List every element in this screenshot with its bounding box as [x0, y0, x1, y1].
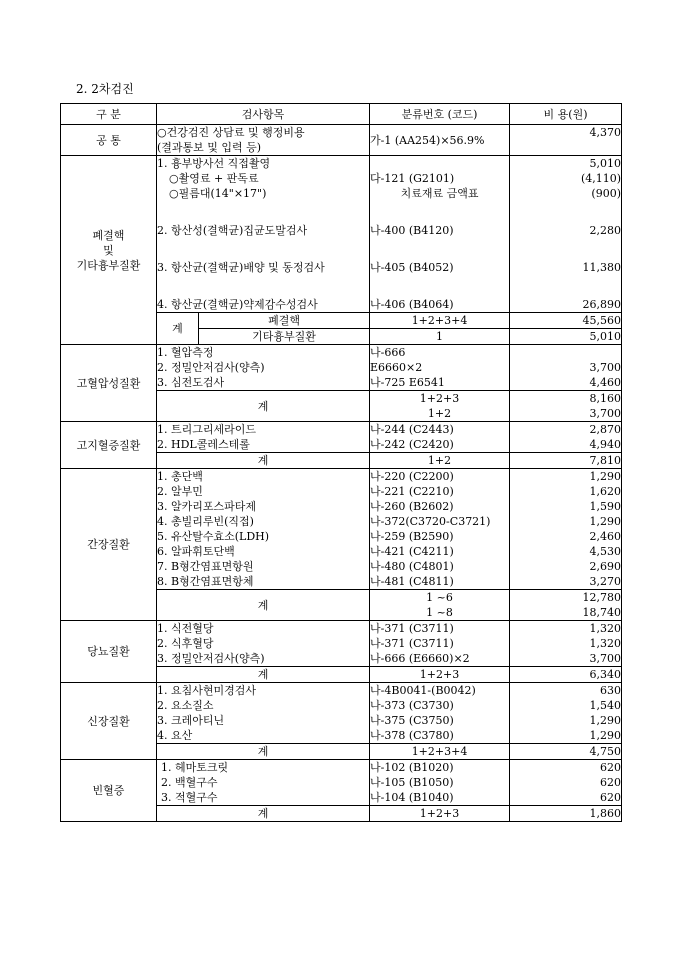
table-row-common [61, 125, 622, 156]
tb-total-label: 기타흉부질환 [199, 329, 370, 345]
common-items [157, 125, 370, 156]
list-item: 5. 유산탈수효소(LDH) [157, 530, 270, 543]
list-item: 7. B형간염표면항원 [157, 560, 254, 573]
code-cell: 나-259 (B2590) [370, 530, 454, 543]
liver-total-formulas [370, 590, 510, 621]
cost-cell: 2,690 [589, 560, 622, 573]
list-item: 2. 항산성(결핵균)집균도말검사 [157, 224, 308, 237]
formula-cell: 1+2+3 [419, 392, 460, 405]
cost-cell: 4,940 [589, 438, 622, 451]
total-label: 계 [157, 806, 370, 822]
list-item: 3. 적혈구수 [161, 791, 218, 804]
cost-cell: 4,460 [589, 376, 622, 389]
list-item: 1. 트리그리세라이드 [157, 423, 256, 436]
lipid-items [157, 422, 370, 453]
tb-items [157, 156, 370, 313]
list-item: 1. 요침사현미경검사 [157, 684, 256, 697]
cost-cell: 3,700 [589, 407, 622, 420]
bp-codes [370, 345, 510, 391]
code-cell: 나-104 (B1040) [370, 791, 454, 804]
cost-cell: 5,010 [589, 157, 622, 170]
code-cell: 나-406 (B4064) [370, 298, 454, 311]
cost-cell: 12,780 [582, 591, 622, 604]
tb-total-formula: 1 [370, 329, 510, 345]
formula-cell: 1 ~8 [426, 606, 453, 619]
cost-cell: 2,460 [589, 530, 622, 543]
list-item: 1. 총단백 [157, 470, 203, 483]
kidney-total-cost: 4,750 [510, 744, 622, 760]
lipid-total-formula: 1+2 [370, 453, 510, 469]
header-cost: 비 용(원) [510, 104, 622, 125]
code-cell: 나-102 (B1020) [370, 761, 454, 774]
cost-cell: 1,540 [589, 699, 622, 712]
liver-costs [510, 469, 622, 590]
code-cell: 나-400 (B4120) [370, 224, 454, 237]
cost-cell: 11,380 [582, 261, 622, 274]
header-code: 분류번호 (코드) [370, 104, 510, 125]
cost-cell: 26,890 [582, 298, 622, 311]
common-cost: 4,370 [510, 125, 622, 156]
code-cell: 나-375 (C3750) [370, 714, 454, 727]
table-row-lipid [61, 422, 622, 453]
code-cell: 나-373 (C3730) [370, 699, 454, 712]
diabetes-total-cost: 6,340 [510, 667, 622, 683]
list-item: 2. 알부민 [157, 485, 203, 498]
lipid-total-cost: 7,810 [510, 453, 622, 469]
cost-cell: 4,530 [589, 545, 622, 558]
lipid-codes [370, 422, 510, 453]
list-item: 1. 혈압측정 [157, 346, 214, 359]
list-item: ○건강검진 상담료 및 행정비용 [157, 126, 305, 139]
cost-cell: 3,700 [589, 652, 622, 665]
list-item: 4. 총빌리루빈(직접) [157, 515, 254, 528]
cost-cell: 1,290 [589, 470, 622, 483]
cost-cell: (900) [591, 187, 622, 200]
list-item: 1. 헤마토크릿 [161, 761, 229, 774]
code-cell: 나-480 (C4801) [370, 560, 454, 573]
table-row-diabetes [61, 621, 622, 667]
code-cell: 나-4B0041-(B0042) [370, 684, 476, 697]
anemia-costs [510, 760, 622, 806]
category-diabetes: 당뇨질환 [61, 621, 157, 683]
category-tb-line: 및 [103, 243, 114, 257]
kidney-items [157, 683, 370, 744]
cost-cell [510, 345, 621, 360]
liver-codes [370, 469, 510, 590]
code-cell: 나-371 (C3711) [370, 622, 454, 635]
kidney-costs [510, 683, 622, 744]
table-header-row [61, 104, 622, 125]
total-label: 계 [157, 313, 199, 345]
bp-items [157, 345, 370, 391]
category-lipid: 고지혈증질환 [61, 422, 157, 469]
diabetes-items [157, 621, 370, 667]
lipid-costs [510, 422, 622, 453]
category-bp: 고혈압성질환 [61, 345, 157, 422]
category-liver: 간장질환 [61, 469, 157, 621]
list-item: 2. 식후혈당 [157, 637, 214, 650]
kidney-codes [370, 683, 510, 744]
list-item: 4. 요산 [157, 729, 193, 742]
bp-total-costs [510, 391, 622, 422]
cost-cell: 630 [600, 684, 622, 697]
tb-total-formula: 1+2+3+4 [370, 313, 510, 329]
cost-cell: 620 [600, 776, 622, 789]
list-item: 2. HDL콜레스테롤 [157, 438, 250, 451]
checkup-cost-table [60, 103, 622, 822]
table-row-kidney [61, 683, 622, 744]
list-item: 1. 식전혈당 [157, 622, 214, 635]
category-anemia: 빈혈증 [61, 760, 157, 822]
code-cell: E6660×2 [370, 361, 423, 374]
tb-codes [370, 156, 510, 313]
list-item: 6. 알파휘토단백 [157, 545, 235, 558]
cost-cell: 1,290 [589, 714, 622, 727]
cost-cell: 620 [600, 791, 622, 804]
list-item: 2. 정밀안저검사(양측) [157, 361, 265, 374]
code-cell: 치료재료 금액표 [400, 187, 479, 200]
list-item: 2. 요소질소 [157, 699, 214, 712]
tb-total-cost: 5,010 [510, 329, 622, 345]
list-item: 4. 항산균(결핵균)약제감수성검사 [157, 298, 318, 311]
category-tb-line: 기타흉부질환 [76, 258, 141, 272]
cost-cell: 1,320 [589, 622, 622, 635]
anemia-codes [370, 760, 510, 806]
tb-total-cost: 45,560 [510, 313, 622, 329]
code-cell: 나-405 (B4052) [370, 261, 454, 274]
category-tb [61, 156, 157, 345]
anemia-total-cost: 1,860 [510, 806, 622, 822]
bp-costs [510, 345, 622, 391]
code-cell: 다-121 (G2101) [370, 172, 455, 185]
category-tb-line: 폐결핵 [92, 228, 125, 242]
liver-total-costs [510, 590, 622, 621]
cost-cell: 2,280 [589, 224, 622, 237]
diabetes-codes [370, 621, 510, 667]
category-kidney: 신장질환 [61, 683, 157, 760]
diabetes-costs [510, 621, 622, 667]
code-cell: 나-220 (C2200) [370, 470, 454, 483]
bp-total-formulas [370, 391, 510, 422]
list-item: 1. 흉부방사선 직접촬영 [157, 157, 271, 170]
cost-cell: 18,740 [582, 606, 622, 619]
list-item: (결과통보 및 입력 등) [157, 141, 262, 154]
list-item: 8. B형간염표면항체 [157, 575, 254, 588]
code-cell: 나-105 (B1050) [370, 776, 454, 789]
cost-cell: 620 [600, 761, 622, 774]
table-row-tb [61, 156, 622, 313]
code-cell: 나-666 (E6660)×2 [370, 652, 470, 665]
total-label: 계 [157, 744, 370, 760]
list-item: 3. 심전도검사 [157, 376, 225, 389]
code-cell [370, 156, 509, 171]
code-cell: 나-725 E6541 [370, 376, 445, 389]
list-item: 2. 백혈구수 [161, 776, 218, 789]
formula-cell: 1 ~6 [426, 591, 453, 604]
diabetes-total-formula: 1+2+3 [370, 667, 510, 683]
list-item: ○촬영료 + 판독료 [169, 172, 259, 185]
anemia-total-formula: 1+2+3 [370, 806, 510, 822]
code-cell: 나-244 (C2443) [370, 423, 454, 436]
kidney-total-formula: 1+2+3+4 [370, 744, 510, 760]
cost-cell: 1,590 [589, 500, 622, 513]
total-label: 계 [157, 667, 370, 683]
liver-items [157, 469, 370, 590]
tb-costs [510, 156, 622, 313]
common-code: 가-1 (AA254)×56.9% [370, 125, 510, 156]
total-label: 계 [157, 391, 370, 422]
cost-cell: (4,110) [580, 172, 622, 185]
category-common: 공 통 [61, 125, 157, 156]
header-test-items: 검사항목 [157, 104, 370, 125]
formula-cell: 1+2 [427, 407, 452, 420]
cost-cell: 3,270 [589, 575, 622, 588]
list-item: 3. 알카리포스파타제 [157, 500, 256, 513]
code-cell: 나-666 [370, 346, 406, 359]
tb-total-label: 폐결핵 [199, 313, 370, 329]
code-cell: 나-221 (C2210) [370, 485, 454, 498]
total-label: 계 [157, 453, 370, 469]
cost-cell: 1,620 [589, 485, 622, 498]
cost-cell: 1,320 [589, 637, 622, 650]
cost-cell: 8,160 [589, 392, 622, 405]
list-item: 3. 정밀안저검사(양측) [157, 652, 265, 665]
cost-cell: 3,700 [589, 361, 622, 374]
code-cell: 나-372(C3720-C3721) [370, 515, 491, 528]
code-cell: 나-481 (C4811) [370, 575, 454, 588]
list-item: ○필름대(14"×17") [169, 187, 267, 200]
table-row-anemia [61, 760, 622, 806]
table-row-liver [61, 469, 622, 590]
code-cell: 나-371 (C3711) [370, 637, 454, 650]
list-item: 3. 항산균(결핵균)배양 및 동정검사 [157, 261, 325, 274]
code-cell: 나-378 (C3780) [370, 729, 454, 742]
cost-cell: 1,290 [589, 729, 622, 742]
list-item: 3. 크레아티닌 [157, 714, 225, 727]
table-row-bp [61, 345, 622, 391]
cost-cell: 1,290 [589, 515, 622, 528]
cost-cell: 2,870 [589, 423, 622, 436]
code-cell: 나-242 (C2420) [370, 438, 454, 451]
section-heading: 2. 2차검진 [76, 82, 134, 96]
anemia-items [157, 760, 370, 806]
code-cell: 나-421 (C4211) [370, 545, 454, 558]
code-cell: 나-260 (B2602) [370, 500, 454, 513]
total-label: 계 [157, 590, 370, 621]
header-category: 구 분 [61, 104, 157, 125]
